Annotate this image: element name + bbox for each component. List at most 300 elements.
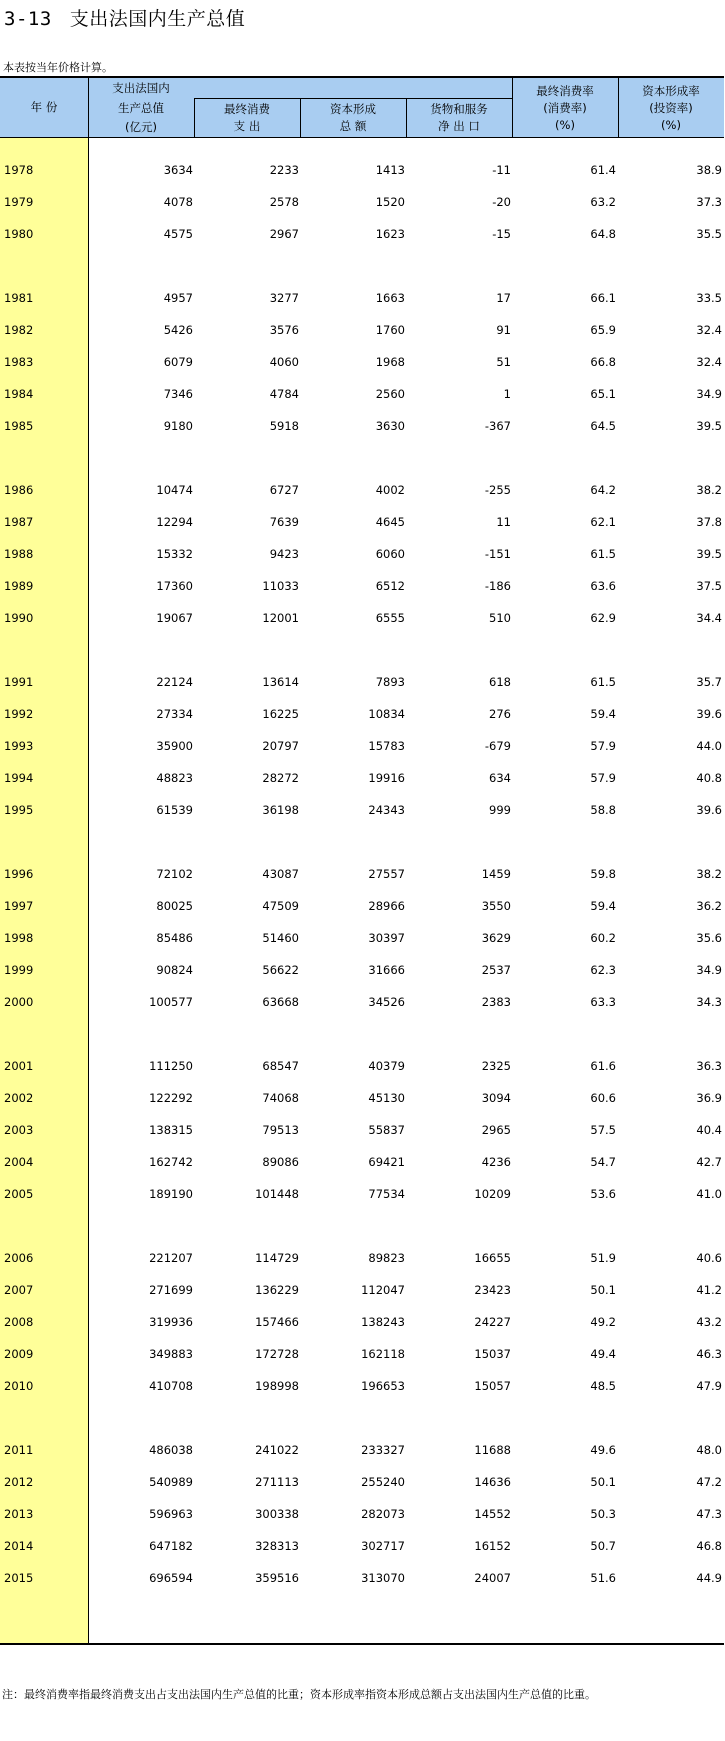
capital-formation-cell: 233327	[361, 1443, 405, 1457]
consumption-rate-cell: 64.8	[590, 227, 616, 241]
capital-formation-cell: 6512	[375, 579, 405, 593]
investment-rate-cell: 44.9	[696, 1571, 722, 1585]
header-capital-formation-line2: 总 额	[339, 119, 367, 133]
table-row	[0, 577, 724, 597]
capital-formation-cell: 138243	[361, 1315, 405, 1329]
final-consumption-cell: 6727	[269, 483, 299, 497]
consumption-rate-cell: 62.9	[590, 611, 616, 625]
header-gdp-line2: 生产总值	[118, 101, 164, 115]
gdp-cell: 35900	[156, 739, 193, 753]
header-divider	[300, 98, 301, 138]
table-row	[0, 673, 724, 693]
year-cell: 1982	[4, 323, 34, 337]
consumption-rate-cell: 61.5	[590, 547, 616, 561]
gdp-cell: 100577	[149, 995, 193, 1009]
consumption-rate-cell: 63.2	[590, 195, 616, 209]
investment-rate-cell: 42.7	[696, 1155, 722, 1169]
net-exports-cell: 1459	[481, 867, 511, 881]
investment-rate-cell: 33.5	[696, 291, 722, 305]
year-cell: 1994	[4, 771, 34, 785]
capital-formation-cell: 31666	[368, 963, 405, 977]
final-consumption-cell: 16225	[262, 707, 299, 721]
gdp-cell: 17360	[156, 579, 193, 593]
header-divider	[512, 78, 513, 138]
investment-rate-cell: 39.6	[696, 803, 722, 817]
capital-formation-cell: 24343	[368, 803, 405, 817]
capital-formation-cell: 15783	[368, 739, 405, 753]
consumption-rate-cell: 53.6	[590, 1187, 616, 1201]
header-final-consumption-line2: 支 出	[233, 119, 261, 133]
year-cell: 1989	[4, 579, 34, 593]
net-exports-cell: 24007	[474, 1571, 511, 1585]
consumption-rate-cell: 66.1	[590, 291, 616, 305]
net-exports-cell: 2325	[481, 1059, 511, 1073]
capital-formation-cell: 19916	[368, 771, 405, 785]
gdp-cell: 19067	[156, 611, 193, 625]
header-consumption-rate-line1: 最终消费率	[536, 84, 594, 98]
consumption-rate-cell: 50.1	[590, 1475, 616, 1489]
year-cell: 2010	[4, 1379, 34, 1393]
consumption-rate-cell: 63.6	[590, 579, 616, 593]
consumption-rate-cell: 61.6	[590, 1059, 616, 1073]
capital-formation-cell: 30397	[368, 931, 405, 945]
net-exports-cell: 14552	[474, 1507, 511, 1521]
consumption-rate-cell: 59.8	[590, 867, 616, 881]
consumption-rate-cell: 48.5	[590, 1379, 616, 1393]
header-divider	[88, 78, 89, 138]
investment-rate-cell: 40.4	[696, 1123, 722, 1137]
year-cell: 2013	[4, 1507, 34, 1521]
net-exports-cell: 11	[496, 515, 511, 529]
gdp-cell: 4957	[163, 291, 193, 305]
capital-formation-cell: 112047	[361, 1283, 405, 1297]
net-exports-cell: -679	[484, 739, 511, 753]
capital-formation-cell: 6060	[375, 547, 405, 561]
capital-formation-cell: 1623	[375, 227, 405, 241]
net-exports-cell: 23423	[474, 1283, 511, 1297]
gdp-cell: 540989	[149, 1475, 193, 1489]
gdp-cell: 696594	[149, 1571, 193, 1585]
consumption-rate-cell: 65.9	[590, 323, 616, 337]
final-consumption-cell: 13614	[262, 675, 299, 689]
final-consumption-cell: 7639	[269, 515, 299, 529]
year-cell: 2004	[4, 1155, 34, 1169]
net-exports-cell: 276	[489, 707, 511, 721]
final-consumption-cell: 241022	[255, 1443, 299, 1457]
investment-rate-cell: 41.2	[696, 1283, 722, 1297]
consumption-rate-cell: 49.6	[590, 1443, 616, 1457]
table-row	[0, 1249, 724, 1269]
table-row	[0, 705, 724, 725]
consumption-rate-cell: 51.6	[590, 1571, 616, 1585]
investment-rate-cell: 34.3	[696, 995, 722, 1009]
gdp-cell: 4575	[163, 227, 193, 241]
final-consumption-cell: 2967	[269, 227, 299, 241]
final-consumption-cell: 5918	[269, 419, 299, 433]
table-row	[0, 1121, 724, 1141]
page-title	[4, 4, 245, 31]
table-row	[0, 321, 724, 341]
capital-formation-cell: 45130	[368, 1091, 405, 1105]
investment-rate-cell: 35.6	[696, 931, 722, 945]
net-exports-cell: 3550	[481, 899, 511, 913]
investment-rate-cell: 38.2	[696, 483, 722, 497]
net-exports-cell: 2965	[481, 1123, 511, 1137]
year-cell: 1985	[4, 419, 34, 433]
final-consumption-cell: 36198	[262, 803, 299, 817]
gdp-cell: 349883	[149, 1347, 193, 1361]
consumption-rate-cell: 62.3	[590, 963, 616, 977]
consumption-rate-cell: 57.9	[590, 739, 616, 753]
net-exports-cell: 16655	[474, 1251, 511, 1265]
consumption-rate-cell: 62.1	[590, 515, 616, 529]
gdp-cell: 80025	[156, 899, 193, 913]
table-row	[0, 481, 724, 501]
gdp-cell: 138315	[149, 1123, 193, 1137]
net-exports-cell: -11	[492, 163, 511, 177]
header-net-exports-line1: 货物和服务	[430, 102, 488, 116]
investment-rate-cell: 36.3	[696, 1059, 722, 1073]
year-cell: 2015	[4, 1571, 34, 1585]
final-consumption-cell: 271113	[255, 1475, 299, 1489]
gdp-cell: 22124	[156, 675, 193, 689]
investment-rate-cell: 37.5	[696, 579, 722, 593]
net-exports-cell: -20	[492, 195, 511, 209]
final-consumption-cell: 51460	[262, 931, 299, 945]
year-cell: 1998	[4, 931, 34, 945]
investment-rate-cell: 34.4	[696, 611, 722, 625]
investment-rate-cell: 47.9	[696, 1379, 722, 1393]
year-cell: 2011	[4, 1443, 34, 1457]
gdp-cell: 85486	[156, 931, 193, 945]
consumption-rate-cell: 49.4	[590, 1347, 616, 1361]
final-consumption-cell: 68547	[262, 1059, 299, 1073]
year-cell: 1980	[4, 227, 34, 241]
consumption-rate-cell: 59.4	[590, 899, 616, 913]
investment-rate-cell: 38.2	[696, 867, 722, 881]
investment-rate-cell: 41.0	[696, 1187, 722, 1201]
year-cell: 1993	[4, 739, 34, 753]
investment-rate-cell: 46.8	[696, 1539, 722, 1553]
final-consumption-cell: 328313	[255, 1539, 299, 1553]
table-row	[0, 1313, 724, 1333]
header-investment-rate-line1: 资本形成率	[642, 84, 700, 98]
final-consumption-cell: 79513	[262, 1123, 299, 1137]
net-exports-cell: 4236	[481, 1155, 511, 1169]
table-row	[0, 865, 724, 885]
table-row	[0, 1281, 724, 1301]
table-row	[0, 1345, 724, 1365]
net-exports-cell: -186	[484, 579, 511, 593]
capital-formation-cell: 255240	[361, 1475, 405, 1489]
final-consumption-cell: 3576	[269, 323, 299, 337]
consumption-rate-cell: 61.4	[590, 163, 616, 177]
gdp-cell: 12294	[156, 515, 193, 529]
net-exports-cell: 999	[489, 803, 511, 817]
gdp-cell: 122292	[149, 1091, 193, 1105]
capital-formation-cell: 55837	[368, 1123, 405, 1137]
net-exports-cell: 3629	[481, 931, 511, 945]
table-row	[0, 1185, 724, 1205]
year-cell: 2014	[4, 1539, 34, 1553]
consumption-rate-cell: 60.6	[590, 1091, 616, 1105]
capital-formation-cell: 6555	[375, 611, 405, 625]
table-row	[0, 737, 724, 757]
gdp-cell: 9180	[163, 419, 193, 433]
capital-formation-cell: 1760	[375, 323, 405, 337]
net-exports-cell: 2537	[481, 963, 511, 977]
net-exports-cell: 10209	[474, 1187, 511, 1201]
capital-formation-cell: 1520	[375, 195, 405, 209]
year-cell: 2005	[4, 1187, 34, 1201]
investment-rate-cell: 43.2	[696, 1315, 722, 1329]
capital-formation-cell: 282073	[361, 1507, 405, 1521]
final-consumption-cell: 43087	[262, 867, 299, 881]
capital-formation-cell: 162118	[361, 1347, 405, 1361]
table-row	[0, 993, 724, 1013]
table-row	[0, 1441, 724, 1461]
investment-rate-cell: 34.9	[696, 387, 722, 401]
investment-rate-cell: 39.5	[696, 419, 722, 433]
investment-rate-cell: 35.5	[696, 227, 722, 241]
final-consumption-cell: 12001	[262, 611, 299, 625]
year-cell: 1986	[4, 483, 34, 497]
consumption-rate-cell: 61.5	[590, 675, 616, 689]
consumption-rate-cell: 60.2	[590, 931, 616, 945]
table-row	[0, 289, 724, 309]
capital-formation-cell: 7893	[375, 675, 405, 689]
header-divider	[406, 98, 407, 138]
gdp-cell: 221207	[149, 1251, 193, 1265]
table-row	[0, 385, 724, 405]
year-cell: 2000	[4, 995, 34, 1009]
net-exports-cell: 634	[489, 771, 511, 785]
header-consumption-rate-line2: (消费率)	[543, 101, 587, 115]
table-row	[0, 929, 724, 949]
final-consumption-cell: 89086	[262, 1155, 299, 1169]
gdp-cell: 271699	[149, 1283, 193, 1297]
table-header	[0, 76, 724, 138]
capital-formation-cell: 34526	[368, 995, 405, 1009]
table-row	[0, 353, 724, 373]
year-cell: 2001	[4, 1059, 34, 1073]
consumption-rate-cell: 57.5	[590, 1123, 616, 1137]
capital-formation-cell: 3630	[375, 419, 405, 433]
net-exports-cell: 16152	[474, 1539, 511, 1553]
header-investment-rate-unit: (%)	[661, 118, 681, 132]
gdp-cell: 6079	[163, 355, 193, 369]
net-exports-cell: 91	[496, 323, 511, 337]
year-cell: 1979	[4, 195, 34, 209]
year-cell: 1996	[4, 867, 34, 881]
investment-rate-cell: 32.4	[696, 355, 722, 369]
net-exports-cell: 14636	[474, 1475, 511, 1489]
net-exports-cell: -151	[484, 547, 511, 561]
consumption-rate-cell: 54.7	[590, 1155, 616, 1169]
consumption-rate-cell: 50.1	[590, 1283, 616, 1297]
gdp-cell: 7346	[163, 387, 193, 401]
capital-formation-cell: 77534	[368, 1187, 405, 1201]
gdp-cell: 27334	[156, 707, 193, 721]
final-consumption-cell: 4784	[269, 387, 299, 401]
final-consumption-cell: 74068	[262, 1091, 299, 1105]
gdp-cell: 486038	[149, 1443, 193, 1457]
capital-formation-cell: 302717	[361, 1539, 405, 1553]
year-cell: 1981	[4, 291, 34, 305]
table-row	[0, 1537, 724, 1557]
investment-rate-cell: 36.9	[696, 1091, 722, 1105]
investment-rate-cell: 39.5	[696, 547, 722, 561]
table-row	[0, 801, 724, 821]
year-cell: 1988	[4, 547, 34, 561]
year-cell: 1997	[4, 899, 34, 913]
consumption-rate-cell: 64.2	[590, 483, 616, 497]
final-consumption-cell: 101448	[255, 1187, 299, 1201]
consumption-rate-cell: 50.3	[590, 1507, 616, 1521]
capital-formation-cell: 10834	[368, 707, 405, 721]
final-consumption-cell: 3277	[269, 291, 299, 305]
gdp-cell: 111250	[149, 1059, 193, 1073]
capital-formation-cell: 89823	[368, 1251, 405, 1265]
table-row	[0, 897, 724, 917]
consumption-rate-cell: 51.9	[590, 1251, 616, 1265]
header-divider	[194, 98, 195, 138]
consumption-rate-cell: 65.1	[590, 387, 616, 401]
header-investment-rate-line2: (投资率)	[649, 101, 693, 115]
header-subdivider	[194, 98, 512, 99]
header-consumption-rate-unit: (%)	[555, 118, 575, 132]
capital-formation-cell: 28966	[368, 899, 405, 913]
capital-formation-cell: 40379	[368, 1059, 405, 1073]
year-cell: 1978	[4, 163, 34, 177]
capital-formation-cell: 4645	[375, 515, 405, 529]
net-exports-cell: 2383	[481, 995, 511, 1009]
table-row	[0, 1153, 724, 1173]
consumption-rate-cell: 50.7	[590, 1539, 616, 1553]
investment-rate-cell: 40.6	[696, 1251, 722, 1265]
gdp-cell: 319936	[149, 1315, 193, 1329]
final-consumption-cell: 28272	[262, 771, 299, 785]
year-cell: 1987	[4, 515, 34, 529]
gdp-cell: 647182	[149, 1539, 193, 1553]
gdp-cell: 410708	[149, 1379, 193, 1393]
investment-rate-cell: 47.2	[696, 1475, 722, 1489]
net-exports-cell: 11688	[474, 1443, 511, 1457]
net-exports-cell: 15037	[474, 1347, 511, 1361]
table-row	[0, 417, 724, 437]
year-cell: 2007	[4, 1283, 34, 1297]
capital-formation-cell: 2560	[375, 387, 405, 401]
gdp-cell: 3634	[163, 163, 193, 177]
final-consumption-cell: 11033	[262, 579, 299, 593]
final-consumption-cell: 136229	[255, 1283, 299, 1297]
table-number: 3-13	[4, 8, 52, 30]
consumption-rate-cell: 63.3	[590, 995, 616, 1009]
gdp-cell: 90824	[156, 963, 193, 977]
header-net-exports-line2: 净 出 口	[438, 119, 480, 133]
year-cell: 1992	[4, 707, 34, 721]
table-title: 支出法国内生产总值	[69, 8, 246, 30]
year-cell: 1999	[4, 963, 34, 977]
final-consumption-cell: 47509	[262, 899, 299, 913]
table-row	[0, 609, 724, 629]
capital-formation-cell: 1968	[375, 355, 405, 369]
header-capital-formation-line1: 资本形成	[330, 102, 376, 116]
investment-rate-cell: 36.2	[696, 899, 722, 913]
table-row	[0, 1569, 724, 1589]
final-consumption-cell: 4060	[269, 355, 299, 369]
final-consumption-cell: 2578	[269, 195, 299, 209]
table-row	[0, 1377, 724, 1397]
gdp-cell: 5426	[163, 323, 193, 337]
investment-rate-cell: 44.0	[696, 739, 722, 753]
table-row	[0, 961, 724, 981]
final-consumption-cell: 359516	[255, 1571, 299, 1585]
net-exports-cell: -15	[492, 227, 511, 241]
investment-rate-cell: 40.8	[696, 771, 722, 785]
final-consumption-cell: 300338	[255, 1507, 299, 1521]
net-exports-cell: 17	[496, 291, 511, 305]
consumption-rate-cell: 57.9	[590, 771, 616, 785]
investment-rate-cell: 39.6	[696, 707, 722, 721]
header-final-consumption-line1: 最终消费	[224, 102, 270, 116]
table-row	[0, 1473, 724, 1493]
gdp-expenditure-table	[0, 76, 724, 1644]
investment-rate-cell: 38.9	[696, 163, 722, 177]
investment-rate-cell: 37.8	[696, 515, 722, 529]
net-exports-cell: -255	[484, 483, 511, 497]
gdp-cell: 596963	[149, 1507, 193, 1521]
header-gdp-unit: (亿元)	[125, 120, 157, 134]
capital-formation-cell: 69421	[368, 1155, 405, 1169]
header-gdp-line1: 支出法国内	[112, 81, 170, 95]
table-row	[0, 513, 724, 533]
final-consumption-cell: 20797	[262, 739, 299, 753]
net-exports-cell: 51	[496, 355, 511, 369]
header-year: 年 份	[30, 100, 58, 114]
gdp-cell: 72102	[156, 867, 193, 881]
year-cell: 1984	[4, 387, 34, 401]
investment-rate-cell: 46.3	[696, 1347, 722, 1361]
investment-rate-cell: 47.3	[696, 1507, 722, 1521]
net-exports-cell: -367	[484, 419, 511, 433]
final-consumption-cell: 9423	[269, 547, 299, 561]
year-cell: 1983	[4, 355, 34, 369]
year-cell: 1991	[4, 675, 34, 689]
net-exports-cell: 618	[489, 675, 511, 689]
gdp-cell: 189190	[149, 1187, 193, 1201]
consumption-rate-cell: 49.2	[590, 1315, 616, 1329]
capital-formation-cell: 1663	[375, 291, 405, 305]
footnote: 注：最终消费率指最终消费支出占支出法国内生产总值的比重；资本形成率指资本形成总额占支出法国内生产总值的比重。	[2, 1688, 596, 1701]
consumption-rate-cell: 59.4	[590, 707, 616, 721]
table-row	[0, 193, 724, 213]
gdp-cell: 4078	[163, 195, 193, 209]
investment-rate-cell: 37.3	[696, 195, 722, 209]
table-row	[0, 545, 724, 565]
net-exports-cell: 24227	[474, 1315, 511, 1329]
table-row	[0, 1057, 724, 1077]
year-cell: 2002	[4, 1091, 34, 1105]
year-cell: 1990	[4, 611, 34, 625]
consumption-rate-cell: 58.8	[590, 803, 616, 817]
net-exports-cell: 1	[503, 387, 511, 401]
investment-rate-cell: 32.4	[696, 323, 722, 337]
header-divider	[618, 78, 619, 138]
year-cell: 2003	[4, 1123, 34, 1137]
gdp-cell: 61539	[156, 803, 193, 817]
capital-formation-cell: 1413	[375, 163, 405, 177]
